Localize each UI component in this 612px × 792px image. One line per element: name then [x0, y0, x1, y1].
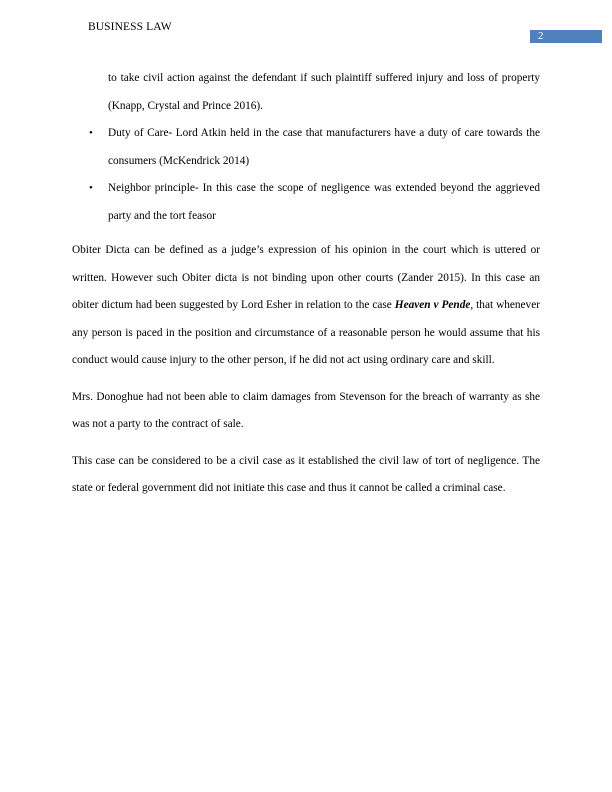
bullet-icon: •	[89, 182, 93, 194]
bullet-list	[72, 65, 540, 230]
page-number: 2	[538, 30, 544, 42]
paragraph-donoghue: Mrs. Donoghue had not been able to claim damages from Stevenson for the breach of warranty as she was not a party to the contract of sale.	[72, 390, 540, 430]
paragraph-civil-case: This case can be considered to be a civil case as it established the civil law of tort of negligence. The state or federal government did not initiate this case and thus it cannot be called a criminal case.	[72, 454, 540, 494]
paragraph-obiter-dicta	[72, 237, 540, 375]
page-number-badge	[530, 30, 602, 43]
spacer	[72, 230, 540, 237]
document-body	[72, 65, 540, 503]
case-name: Heaven v Pende	[394, 299, 471, 311]
running-header-title: BUSINESS LAW	[88, 21, 172, 33]
bullet-text: Duty of Care- Lord Atkin held in the case that manufacturers have a duty of care towards the consumers (McKendrick 2014)	[108, 127, 540, 167]
paragraph-text: , that whenever any person is paced in the position and circumstance of a reasonable person he would assume that his conduct would cause injury to the other person, if he did not act using ordinary care and skill.	[72, 299, 540, 366]
bullet-text: Neighbor principle- In this case the scope of negligence was extended beyond the aggrieved party and the tort feasor	[108, 182, 540, 222]
bullet-item-duty-of-care	[72, 120, 540, 175]
bullet-item-neighbor-principle	[72, 175, 540, 230]
bullet-continuation	[72, 65, 540, 120]
paragraph-text: Obiter Dicta can be defined as a judge’s expression of his opinion in the court which is uttered or written. However such Obiter dicta is not binding upon other courts (Zander 2015). In this case an obiter dictum had been suggested by Lord Esher in relation to the case	[72, 244, 540, 311]
bullet-continuation-text: to take civil action against the defendant if such plaintiff suffered injury and loss of property (Knapp, Crystal and Prince 2016).	[108, 72, 540, 112]
bullet-icon: •	[89, 127, 93, 139]
